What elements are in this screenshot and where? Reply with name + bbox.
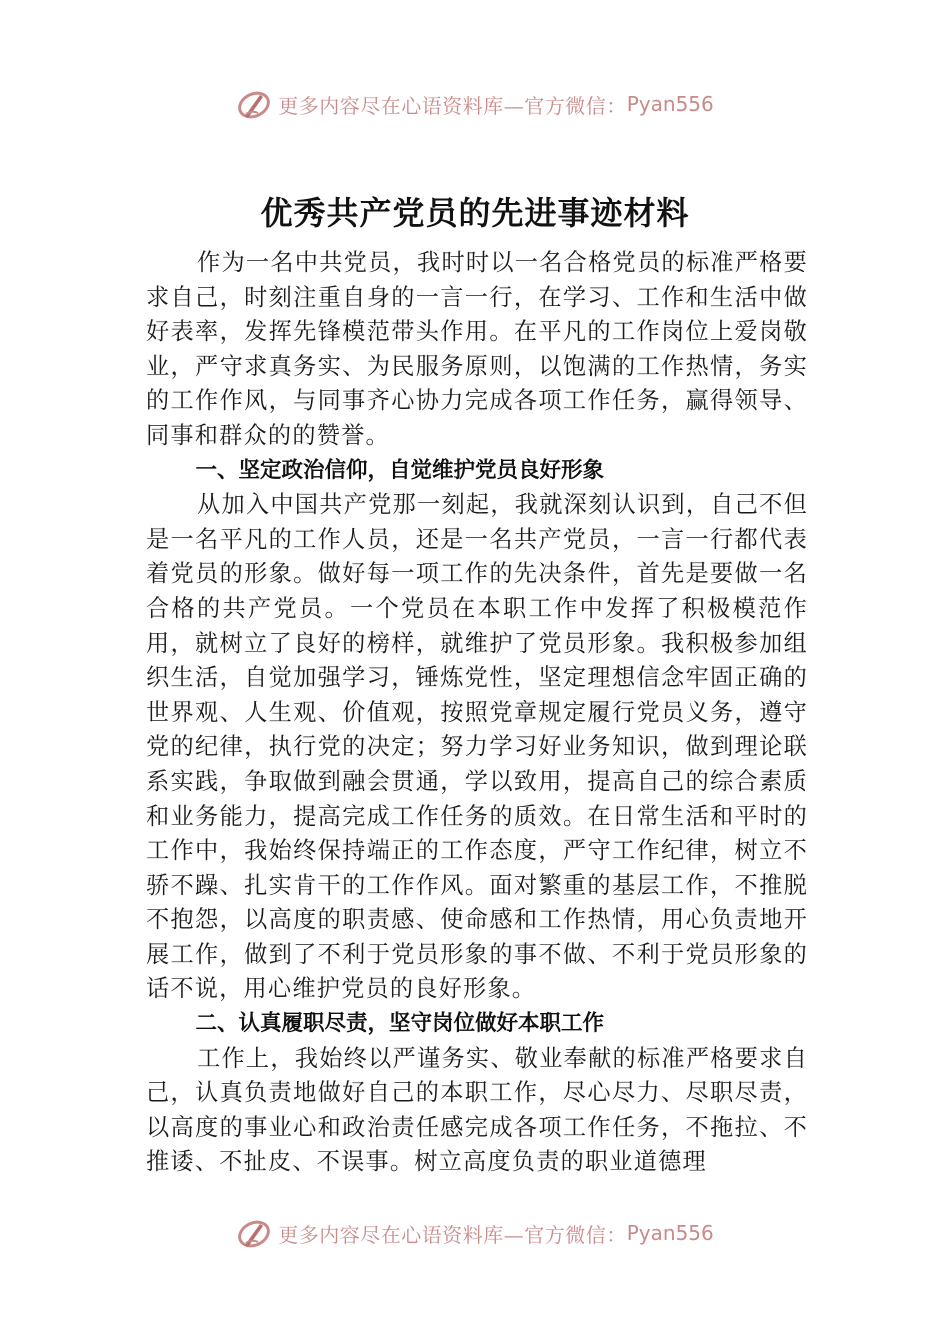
- document-body: [146, 246, 808, 1215]
- section-heading-1: 一、坚定政治信仰，自觉维护党员良好形象: [195, 457, 604, 483]
- watermark-wechat-id: Pyan556: [626, 1221, 714, 1245]
- watermark-banner-bottom: [0, 1206, 950, 1252]
- watermark-content: [236, 86, 714, 122]
- watermark-wechat-id: Pyan556: [626, 92, 714, 116]
- watermark-content-bottom: [236, 1215, 714, 1251]
- watermark-text: 更多内容尽在心语资料库—官方微信：: [278, 1222, 627, 1247]
- pen-swirl-logo-icon: [236, 86, 272, 122]
- watermark-text: 更多内容尽在心语资料库—官方微信：: [278, 93, 627, 118]
- section-heading-2: 二、认真履职尽责，坚守岗位做好本职工作: [195, 1011, 604, 1037]
- intro-paragraph: 作为一名中共党员，我时时以一名合格党员的标准严格要求自己，时刻注重自身的一言一行，在学习、工作和生活中做好表率，发挥先锋模范带头作用。在平凡的工作岗位上爱岗敬业，严守求真务实、为民服务原则，以饱满的工作热情，务实的工作作风，与同事齐心协力完成各项工作任务，赢得领导、同事和群众的的赞誉。: [146, 249, 808, 449]
- section-body-1: 从加入中国共产党那一刻起，我就深刻认识到，自己不但是一名平凡的工作人员，还是一名共产党员，一言一行都代表着党员的形象。做好每一项工作的先决条件，首先是要做一名合格的共产党员。一个党员在本职工作中发挥了积极模范作用，就树立了良好的榜样，就维护了党员形象。我积极参加组织生活，自觉加强学习，锤炼党性，坚定理想信念牢固正确的世界观、人生观、价值观，按照党章规定履行党员义务，遵守党的纪律，执行党的决定；努力学习好业务知识，做到理论联系实践，争取做到融会贯通，学以致用，提高自己的综合素质和业务能力，提高完成工作任务的质效。在日常生活和平时的工作中，我始终保持端正的工作态度，严守工作纪律，树立不骄不躁、扎实肯干的工作作风。面对繁重的基层工作，不推脱不抱怨，以高度的职责感、使命感和工作热情，用心负责地开展工作，做到了不利于党员形象的事不做、不利于党员形象的话不说，用心维护党员的良好形象。: [146, 491, 808, 1003]
- document-title: 优秀共产党员的先进事迹材料: [260, 194, 690, 232]
- pen-swirl-logo-icon: [236, 1215, 272, 1251]
- watermark-banner-top: [0, 84, 950, 124]
- section-body-2: 工作上，我始终以严谨务实、敬业奉献的标准严格要求自己，认真负责地做好自己的本职工作，尽心尽力、尽职尽责，以高度的事业心和政治责任感完成各项工作任务，不拖拉、不推诿、不扯皮、不误事。树立高度负责的职业道德理: [146, 1044, 808, 1176]
